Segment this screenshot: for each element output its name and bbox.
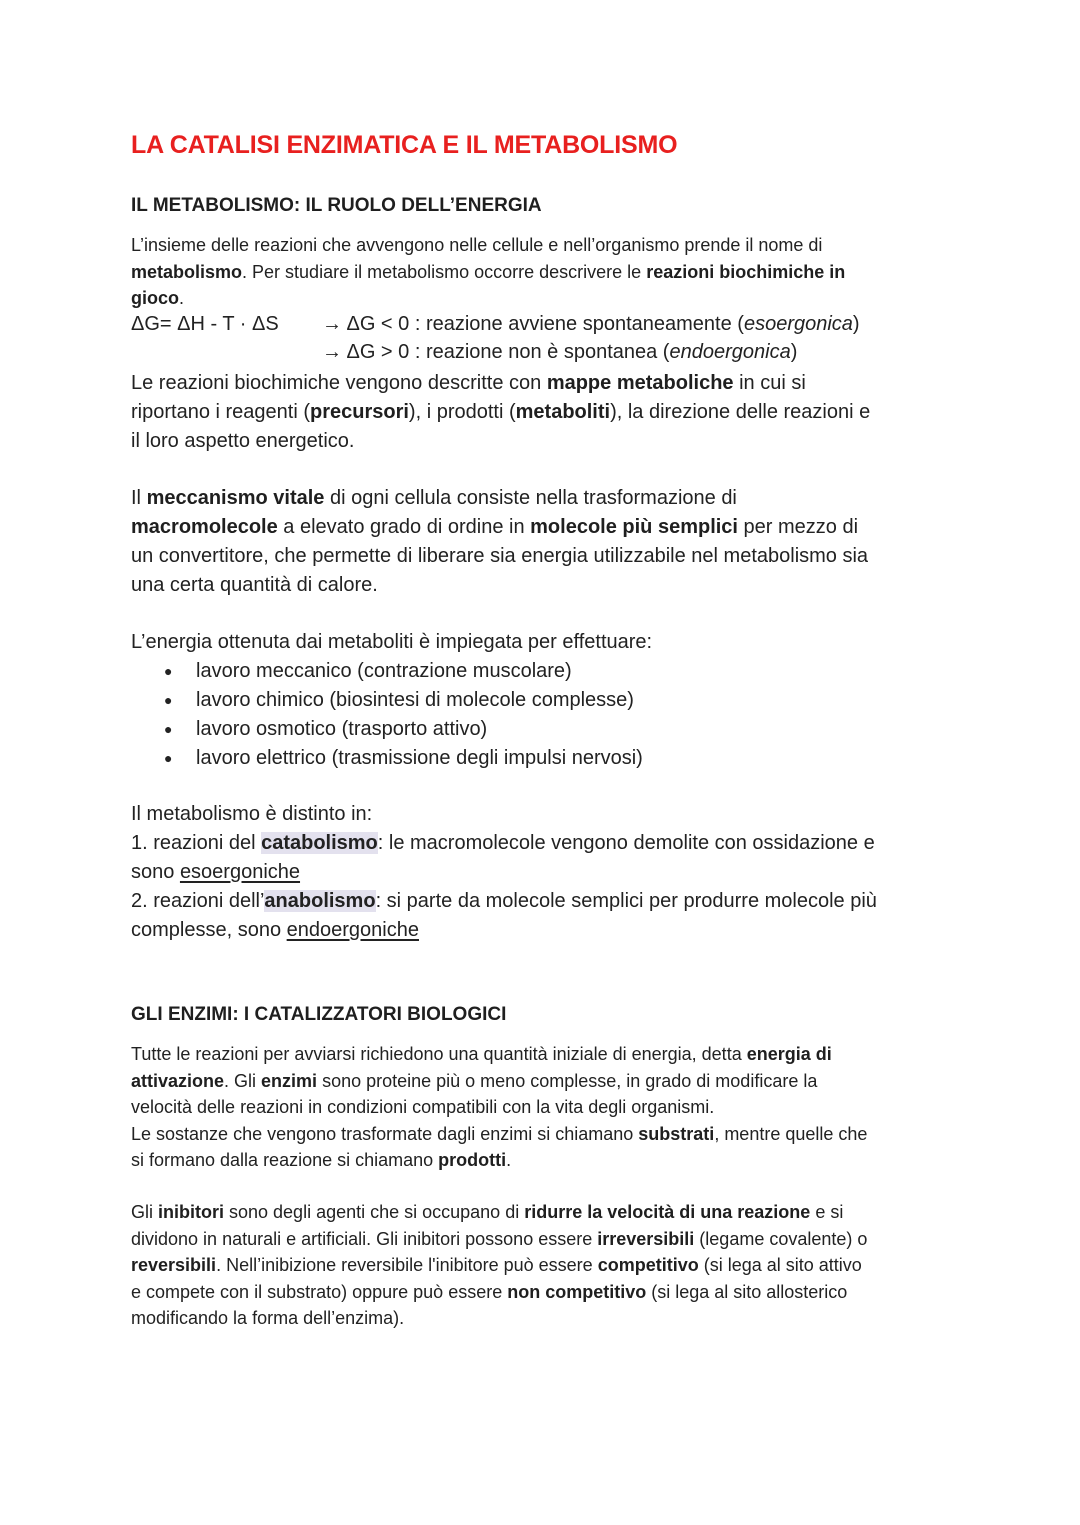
condition-endergonic: → ΔG > 0 : reazione non è spontanea (endoergonica) [322,341,798,363]
section-heading-enzymes: GLI ENZIMI: I CATALIZZATORI BIOLOGICI [131,1004,507,1025]
condition-exergonic: → ΔG < 0 : reazione avviene spontaneamente (esoergonica) [322,313,860,335]
gibbs-equation: ΔG= ΔH - T · ΔS [131,313,279,335]
energy-usage-intro: L’energia ottenuta dai metaboliti è impiegata per effettuare: [131,631,653,653]
inhibitors-paragraph: Gli inibitori sono degli agenti che si occupano di ridurre la velocità di una reazione e si dividono in naturali e artificiali. Gli inibitori possono essere irreversibili (legame covalente) o reversibili. Nell’inibizione reversibile l'inibitore può essere competitivo (si lega al sito attivo e compete con il substrato) oppure può essere non competitivo (si lega al sito allosterico modificando la forma dell’enzima). [131,1202,868,1328]
section-heading-metabolism: IL METABOLISMO: IL RUOLO DELL’ENERGIA [131,195,542,216]
intro-paragraph [131,232,931,312]
metabolism-types-paragraph: Il metabolismo è distinto in: 1. reazioni del catabolismo: le macromolecole vengono demolite con ossidazione e sono esoergoniche 2. reazioni dell’anabolismo: si parte da molecole semplici per produrre molecole più complesse, sono endoergoniche [131,803,877,941]
exergonic-underline: esoergoniche [179,861,301,883]
intro-line-2: metabolismo. Per studiare il metabolismo occorre descrivere le reazioni biochimiche in [131,261,846,282]
vital-mechanism-paragraph: Il meccanismo vitale di ogni cellula consiste nella trasformazione di macromolecole a elevato grado di ordine in molecole più semplici per mezzo di un convertitore, che permette di liberare sia energia utilizzabile nel metabolismo sia una certa quantità di calore. [131,487,869,596]
intro-line-1: L’insieme delle reazioni che avvengono nelle cellule e nell’organismo prende il nome di [131,235,823,255]
anabolism-highlight: anabolismo [264,890,376,912]
document-title: LA CATALISI ENZIMATICA E IL METABOLISMO [131,131,678,159]
endergonic-underline: endoergoniche [286,919,419,941]
list-item: ● lavoro chimico (biosintesi di molecole complesse) [131,686,643,715]
work-types-list [131,657,643,773]
metabolic-maps-paragraph: Le reazioni biochimiche vengono descritte con mappe metaboliche in cui si riportano i reagenti (precursori), i prodotti (metaboliti), la direzione delle reazioni e il loro aspetto energetico. [131,372,871,452]
list-item: ● lavoro elettrico (trasmissione degli impulsi nervosi) [131,744,643,773]
enzymes-paragraph: Tutte le reazioni per avviarsi richiedono una quantità iniziale di energia, detta energia di attivazione. Gli enzimi sono proteine più o meno complesse, in grado di modificare la velocità delle reazioni in condizioni compatibili con la vita degli organismi. Le sostanze che vengono trasformate dagli enzimi si chiamano substrati, mentre quelle che si formano dalla reazione si chiamano prodotti. [131,1044,868,1170]
list-item: ● lavoro osmotico (trasporto attivo) [131,715,643,744]
catabolism-highlight: catabolismo [261,832,378,854]
list-item: ● lavoro meccanico (contrazione muscolare) [131,657,643,686]
intro-line-3: gioco. [131,288,185,308]
